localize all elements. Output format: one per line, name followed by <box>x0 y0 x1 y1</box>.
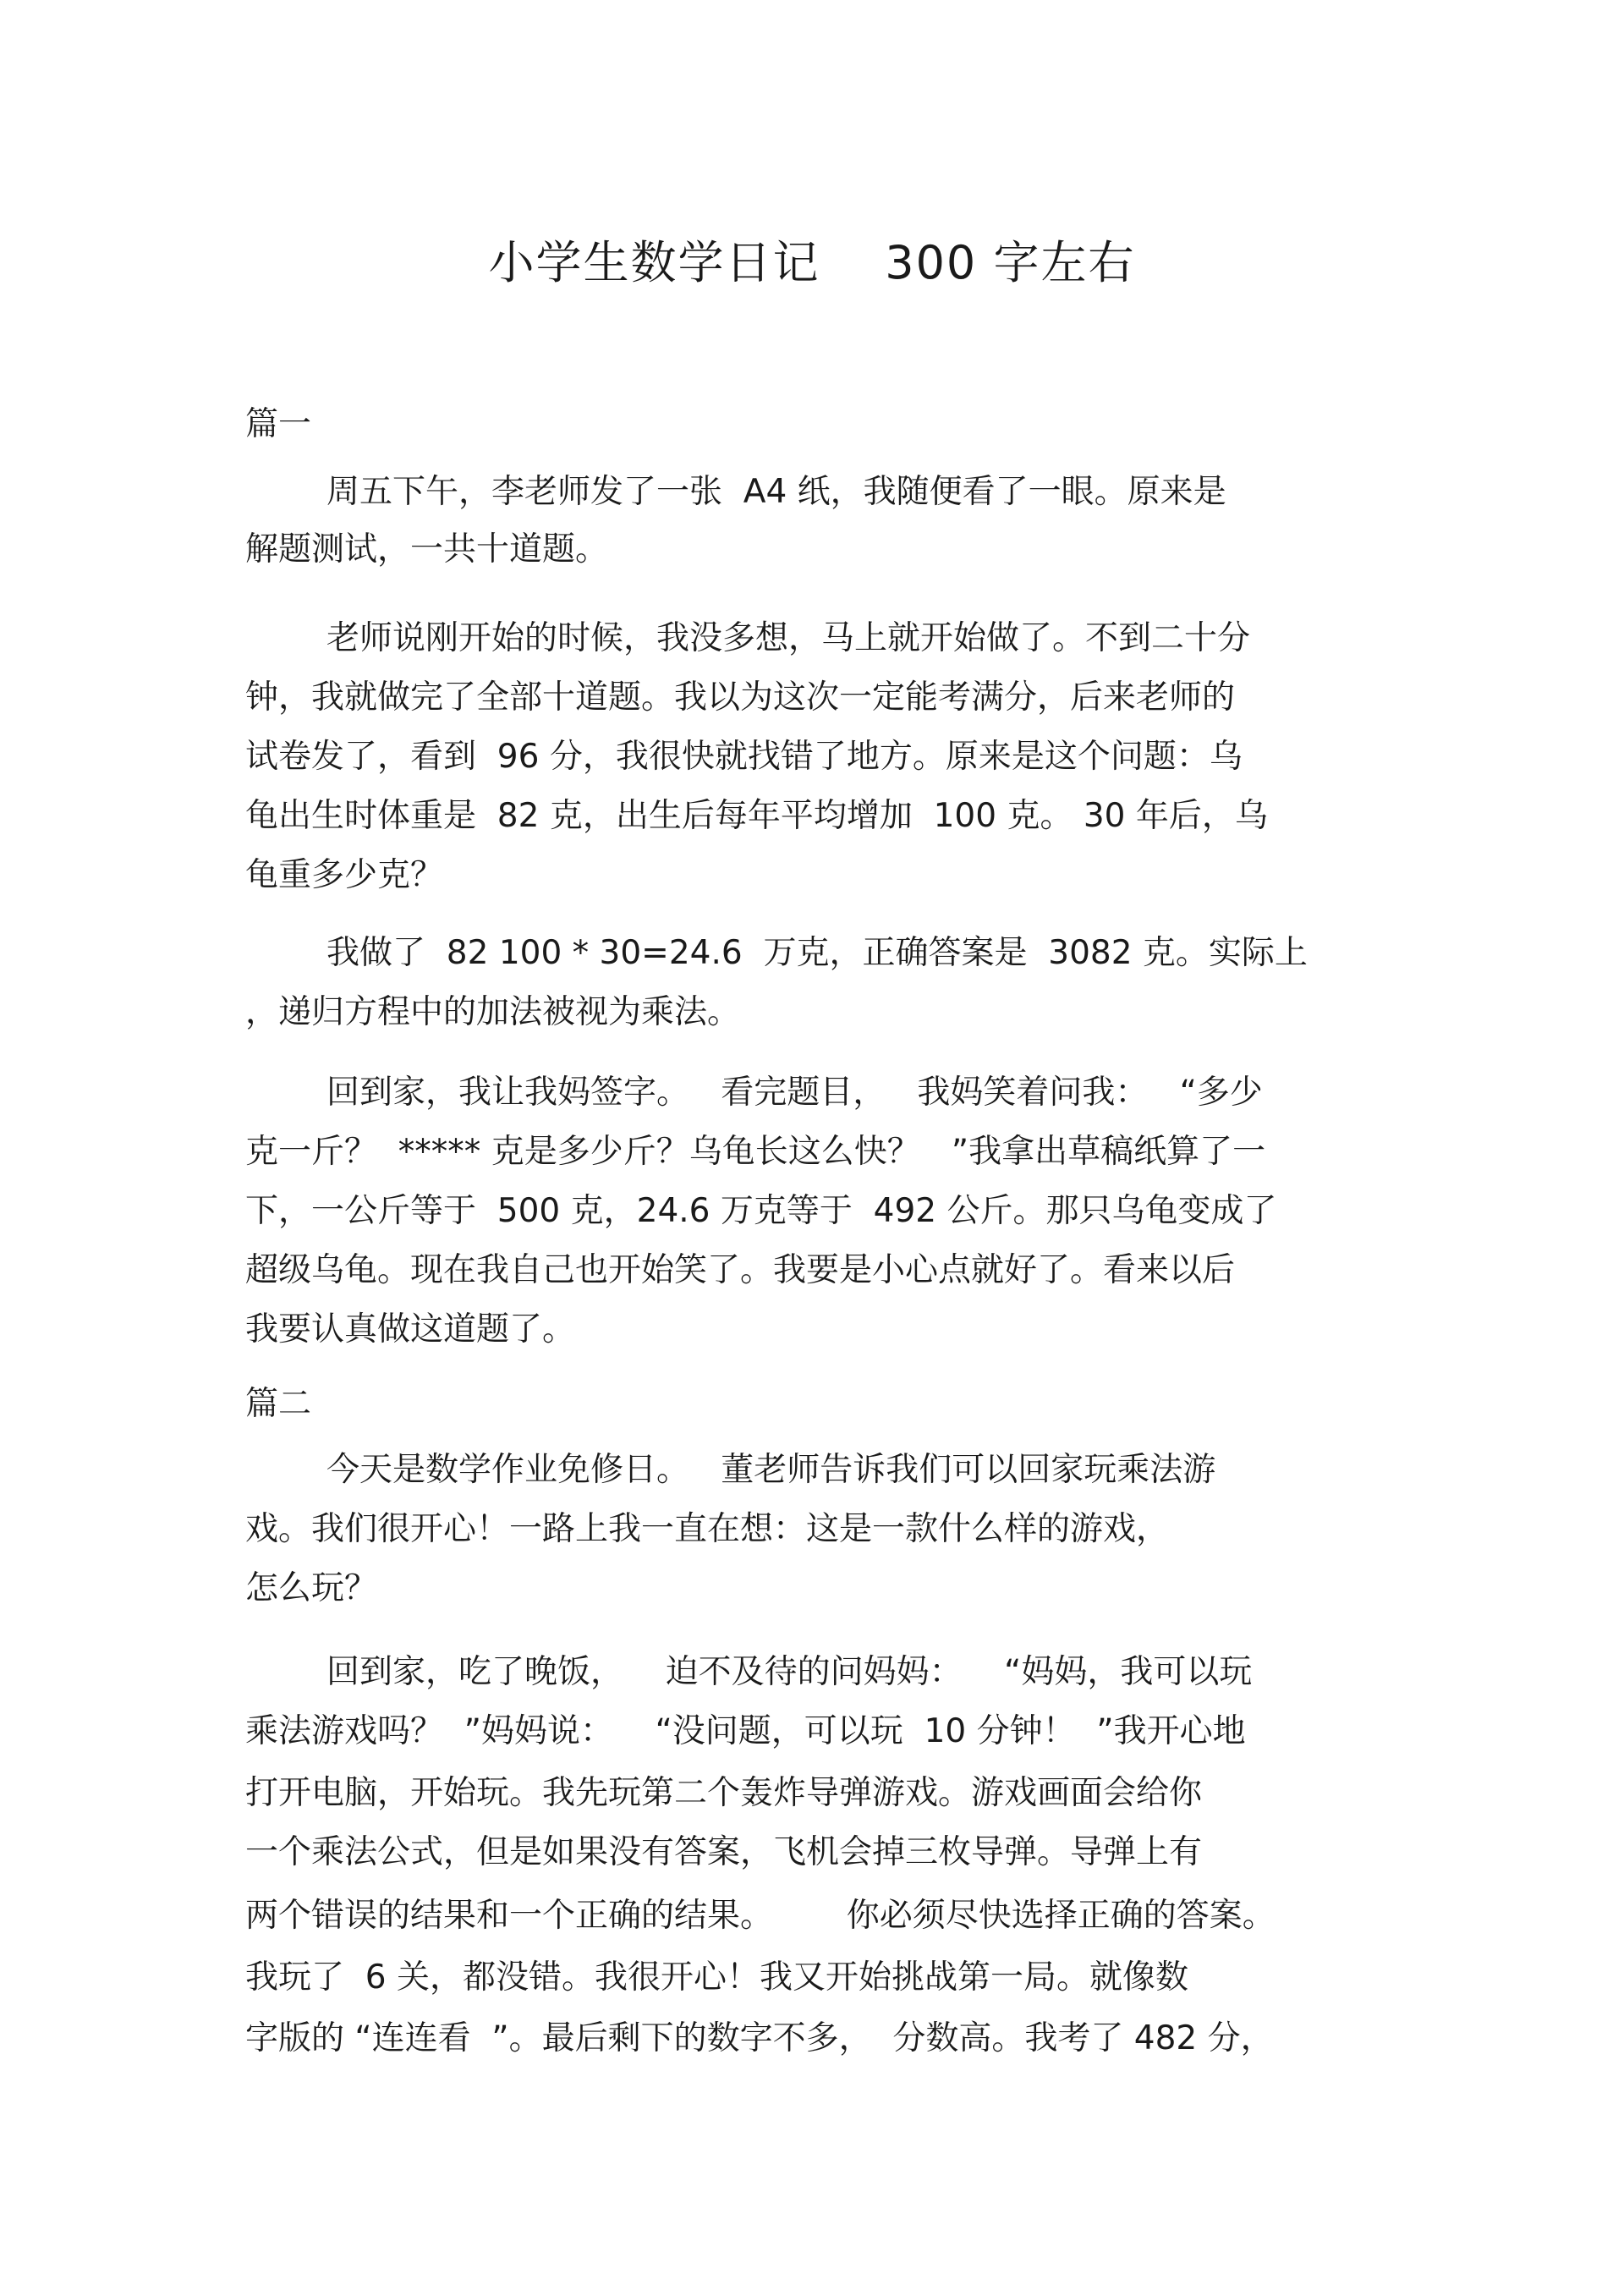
paragraph-line: 老师说刚开始的时候，我没多想，马上就开始做了。不到二十分 <box>326 619 1251 657</box>
paragraph-line: 下，一公斤等于 500 克，24.6 万克等于 492 公斤。那只乌龟变成了 <box>245 1192 1277 1230</box>
paragraph-line: 我玩了 6 关，都没错。我很开心！我又开始挑战第一局。就像数 <box>245 1958 1189 1997</box>
paragraph-line: 周五下午，李老师发了一张 A4 纸，我随便看了一眼。原来是 <box>326 473 1226 511</box>
paragraph-line: 戏。我们很开心！一路上我一直在想：这是一款什么样的游戏， <box>245 1510 1170 1548</box>
paragraph-line: 两个错误的结果和一个正确的结果。 你必须尽快选择正确的答案。 <box>245 1897 1276 1935</box>
paragraph-line: 试卷发了，看到 96 分，我很快就找错了地方。原来是这个问题：乌 <box>245 738 1243 776</box>
paragraph-line: 龟重多少克？ <box>245 856 444 894</box>
paragraph-line: 解题测试，一共十道题。 <box>245 530 609 569</box>
document-title: 小学生数学日记 300 字左右 <box>488 236 1136 289</box>
paragraph-line: 超级乌龟。现在我自己也开始笑了。我要是小心点就好了。看来以后 <box>245 1251 1236 1289</box>
paragraph-line: 克一斤？ ***** 克是多少斤？乌龟长这么快？ ”我拿出草稿纸算了一 <box>245 1133 1266 1171</box>
paragraph-line: 回到家，吃了晚饭， 迫不及待的问妈妈： “妈妈，我可以玩 <box>326 1653 1253 1691</box>
paragraph-line: 钟，我就做完了全部十道题。我以为这次一定能考满分，后来老师的 <box>245 678 1236 717</box>
paragraph-line: 龟出生时体重是 82 克，出生后每年平均增加 100 克。 30 年后，乌 <box>245 797 1268 835</box>
paragraph-line: 我做了 82 100 * 30=24.6 万克，正确答案是 3082 克。实际上 <box>326 934 1308 972</box>
section-heading-1: 篇一 <box>245 405 312 443</box>
paragraph-line: 字版的 “连连看 ”。最后剩下的数字不多， 分数高。我考了 482 分， <box>245 2019 1274 2057</box>
paragraph-line: 一个乘法公式，但是如果没有答案，飞机会掉三枚导弹。导弹上有 <box>245 1833 1203 1871</box>
section-heading-2: 篇二 <box>245 1385 312 1423</box>
paragraph-line: 怎么玩？ <box>245 1569 378 1607</box>
paragraph-line: 回到家，我让我妈签字。 看完题目， 我妈笑着问我： “多少 <box>326 1074 1263 1112</box>
paragraph-line: ，递归方程中的加法被视为乘法。 <box>245 993 741 1031</box>
paragraph-line: 乘法游戏吗？ ”妈妈说： “没问题，可以玩 10 分钟！ ”我开心地 <box>245 1712 1246 1750</box>
paragraph-line: 我要认真做这道题了。 <box>245 1310 576 1348</box>
paragraph-line: 打开电脑，开始玩。我先玩第二个轰炸导弹游戏。游戏画面会给你 <box>245 1774 1203 1812</box>
paragraph-line: 今天是数学作业免修日。 董老师告诉我们可以回家玩乘法游 <box>326 1451 1216 1489</box>
